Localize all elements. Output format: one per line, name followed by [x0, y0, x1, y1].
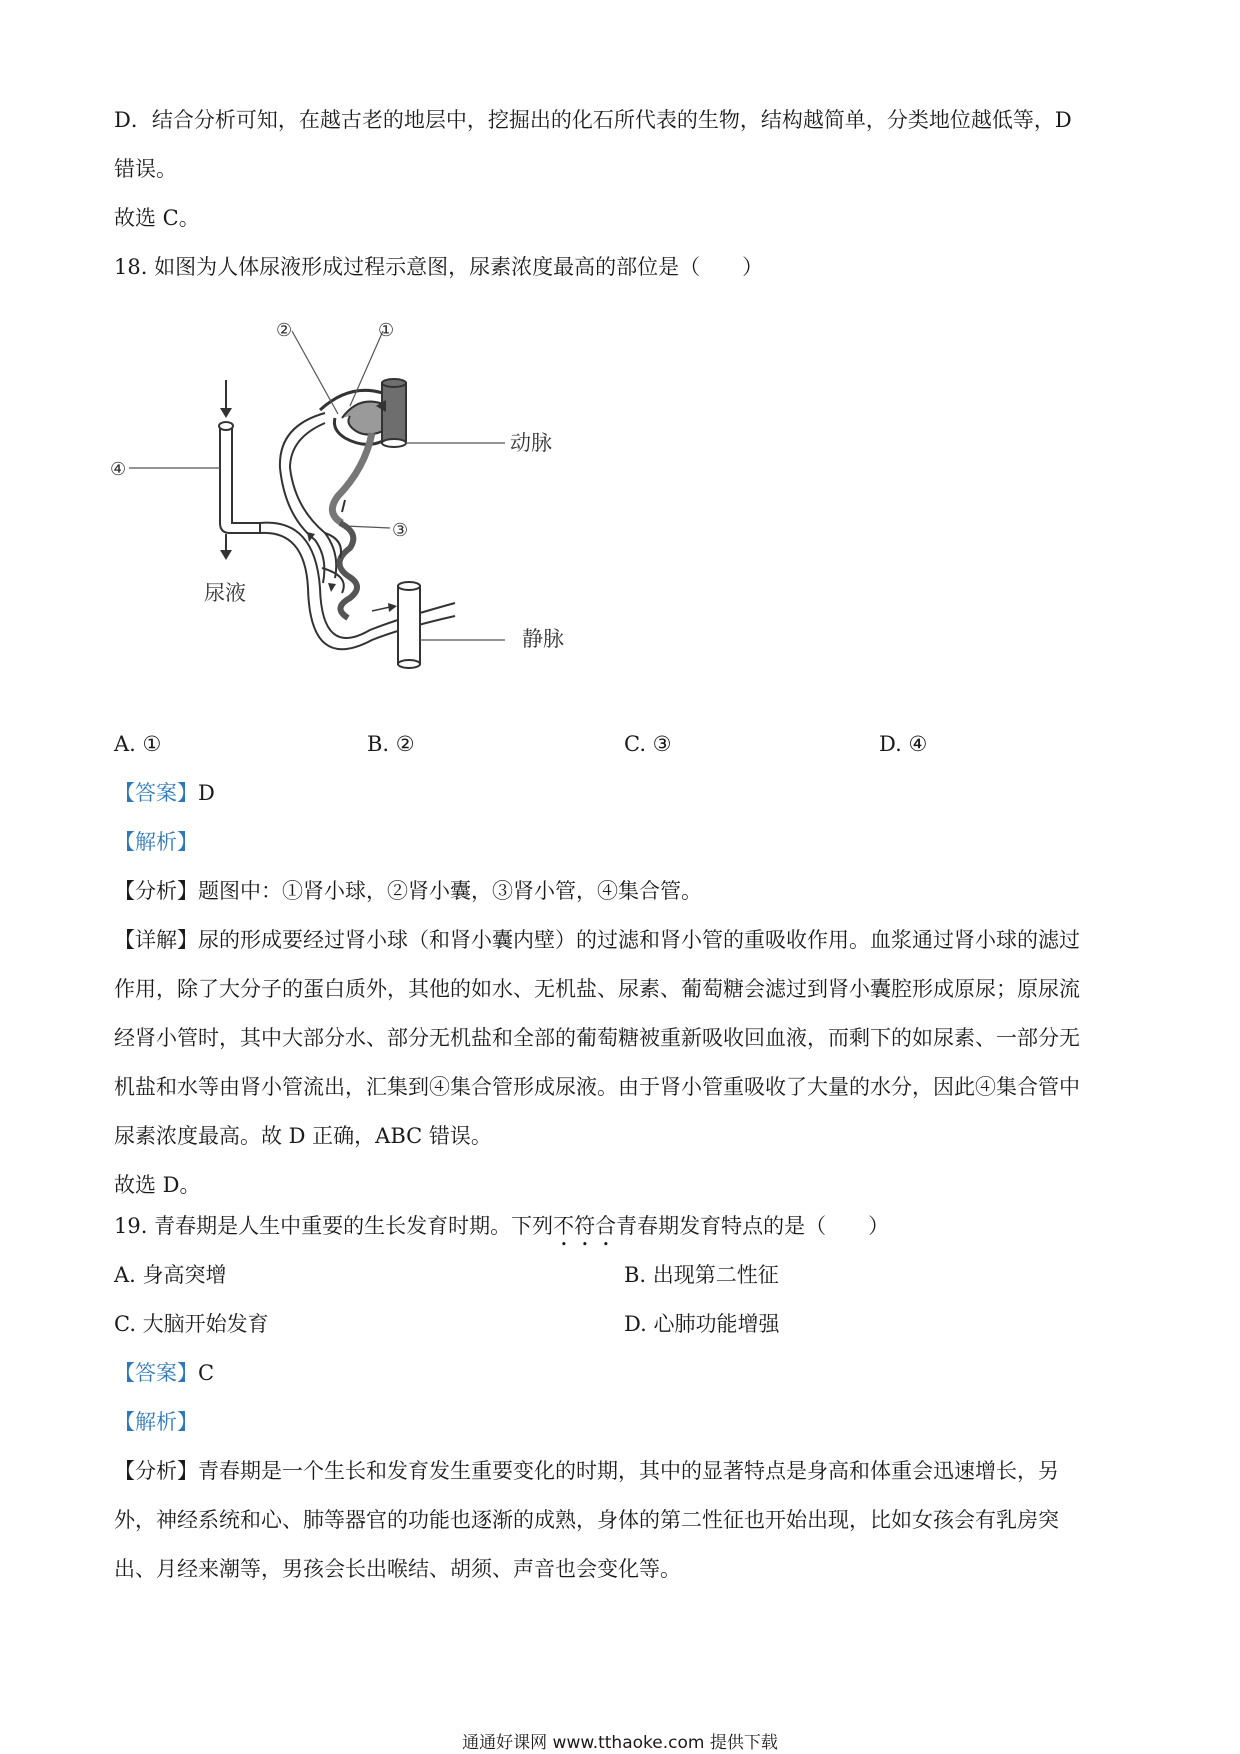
- q18-option-a: A. ①: [114, 732, 162, 756]
- answer-tag: 【答案】: [114, 781, 198, 805]
- q18-detail-row1: [114, 926, 1080, 954]
- q18-option-b: B. ②: [367, 732, 415, 756]
- q19-answer: C: [198, 1361, 215, 1385]
- kidney-nephron-diagram: [110, 318, 580, 698]
- q19-stem-pre: 19. 青春期是人生中重要的生长发育时期。下列: [114, 1214, 554, 1238]
- prev-conclusion: 故选 C。: [114, 206, 200, 230]
- label-4: ④: [110, 459, 127, 480]
- q18-fenxi: 题图中：①肾小球，②肾小囊，③肾小管，④集合管。: [198, 879, 702, 903]
- q19-fenxi-line1: 青春期是一个生长和发育发生重要变化的时期，其中的显著特点是身高和体重会迅速增长，另: [198, 1459, 1059, 1483]
- label-urine: 尿液: [204, 581, 246, 605]
- page-footer: 通通好课网 www.tthaoke.com 提供下载: [462, 1733, 778, 1753]
- label-1: ①: [378, 320, 395, 341]
- q18-detail-line5: 尿素浓度最高。故 D 正确，ABC 错误。: [114, 1124, 492, 1148]
- detail-tag: 【详解】: [114, 928, 198, 952]
- q18-answer: D: [198, 781, 215, 805]
- q19-stem-post: 青春期发育特点的是（ ）: [616, 1214, 890, 1238]
- fenxi-tag: 【分析】: [114, 1459, 198, 1483]
- label-artery: 动脉: [510, 431, 552, 455]
- q18-detail-line4: 机盐和水等由肾小管流出，汇集到④集合管形成尿液。由于肾小管重吸收了大量的水分，因此④集合管中: [114, 1075, 1080, 1099]
- q19-fenxi-row1: [114, 1457, 1059, 1485]
- q19-option-c: C. 大脑开始发育: [114, 1312, 269, 1336]
- q18-conclusion: 故选 D。: [114, 1173, 201, 1197]
- artery-vessel: [382, 383, 406, 443]
- label-vein: 静脉: [522, 627, 564, 651]
- q18-detail-line1: 尿的形成要经过肾小球（和肾小囊内壁）的过滤和肾小管的重吸收作用。血浆通过肾小球的滤过: [198, 928, 1080, 952]
- prev-d-line1: D．结合分析可知，在越古老的地层中，挖掘出的化石所代表的生物，结构越简单，分类地位越低等，D: [114, 108, 1072, 132]
- q18-detail-line3: 经肾小管时，其中大部分水、部分无机盐和全部的葡萄糖被重新吸收回血液，而剩下的如尿素、一部分无: [114, 1026, 1080, 1050]
- q19-fenxi-line2: 外，神经系统和心、肺等器官的功能也逐渐的成熟，身体的第二性征也开始出现，比如女孩会有乳房突: [114, 1508, 1059, 1532]
- fenxi-tag: 【分析】: [114, 879, 198, 903]
- q19-answer-row: [114, 1359, 214, 1387]
- answer-tag: 【答案】: [114, 1361, 198, 1385]
- q19-stem-emphasis: 不符合: [553, 1214, 617, 1238]
- collecting-duct: [220, 426, 260, 533]
- q18-analysis-tag: 【解析】: [114, 830, 198, 854]
- prev-d-line2: 错误。: [114, 157, 177, 181]
- q18-detail-line2: 作用，除了大分子的蛋白质外，其他的如水、无机盐、尿素、葡萄糖会滤过到肾小囊腔形成原尿；原尿流: [114, 977, 1080, 1001]
- q18-option-d: D. ④: [879, 732, 928, 756]
- q19-fenxi-line3: 出、月经来潮等，男孩会长出喉结、胡须、声音也会变化等。: [114, 1557, 681, 1581]
- vein-vessel: [398, 586, 420, 664]
- q18-stem: 18. 如图为人体尿液形成过程示意图，尿素浓度最高的部位是（ ）: [114, 255, 764, 279]
- q19-option-d: D. 心肺功能增强: [624, 1312, 780, 1336]
- q19-stem: [114, 1212, 889, 1251]
- label-3: ③: [392, 520, 409, 541]
- q19-option-b: B. 出现第二性征: [624, 1263, 779, 1287]
- q18-option-c: C. ③: [624, 732, 672, 756]
- label-2: ②: [276, 320, 293, 341]
- q18-fenxi-row: [114, 877, 702, 905]
- q19-option-a: A. 身高突增: [114, 1263, 227, 1287]
- q18-answer-row: [114, 779, 215, 807]
- q19-analysis-tag: 【解析】: [114, 1410, 198, 1434]
